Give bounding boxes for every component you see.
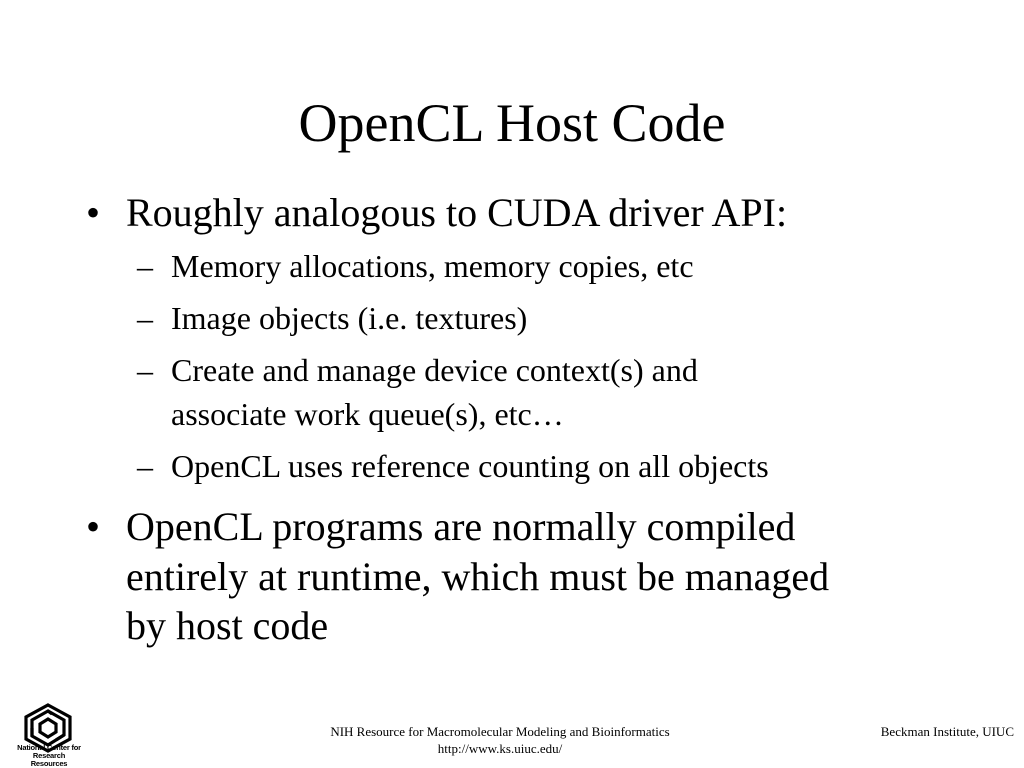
footer-center [300, 723, 700, 757]
bullet-text: Roughly analogous to CUDA driver API: [126, 190, 788, 235]
sub-bullet-text: associate work queue(s), etc… [171, 396, 564, 432]
sub-bullet-marker: – [137, 300, 153, 336]
bullet-marker: • [86, 504, 101, 549]
footer-url: http://www.ks.uiuc.edu/ [437, 741, 563, 756]
sub-bullet-text: Memory allocations, memory copies, etc [171, 248, 694, 284]
logo-caption-line: National Center for [17, 743, 81, 752]
sub-bullet-marker: – [137, 248, 153, 284]
slide-title: OpenCL Host Code [298, 93, 726, 153]
logo-caption-line: Research Resources [30, 751, 68, 768]
footer-institution: Beckman Institute, UIUC [880, 724, 1014, 739]
logo-caption [14, 744, 84, 768]
bullet-marker: • [86, 190, 101, 235]
bullet-text: OpenCL programs are normally compiled [126, 504, 796, 549]
sub-bullet-text: Image objects (i.e. textures) [171, 300, 528, 336]
sub-bullet-marker: – [137, 448, 153, 484]
bullet-text: by host code [126, 603, 329, 648]
sub-bullet-text: Create and manage device context(s) and [171, 352, 698, 388]
footer-resource-name: NIH Resource for Macromolecular Modeling and Bioinformatics [330, 724, 670, 739]
sub-bullet-marker: – [137, 352, 153, 388]
bullet-text: entirely at runtime, which must be managed [126, 554, 830, 599]
sub-bullet-text: OpenCL uses reference counting on all objects [171, 448, 769, 484]
